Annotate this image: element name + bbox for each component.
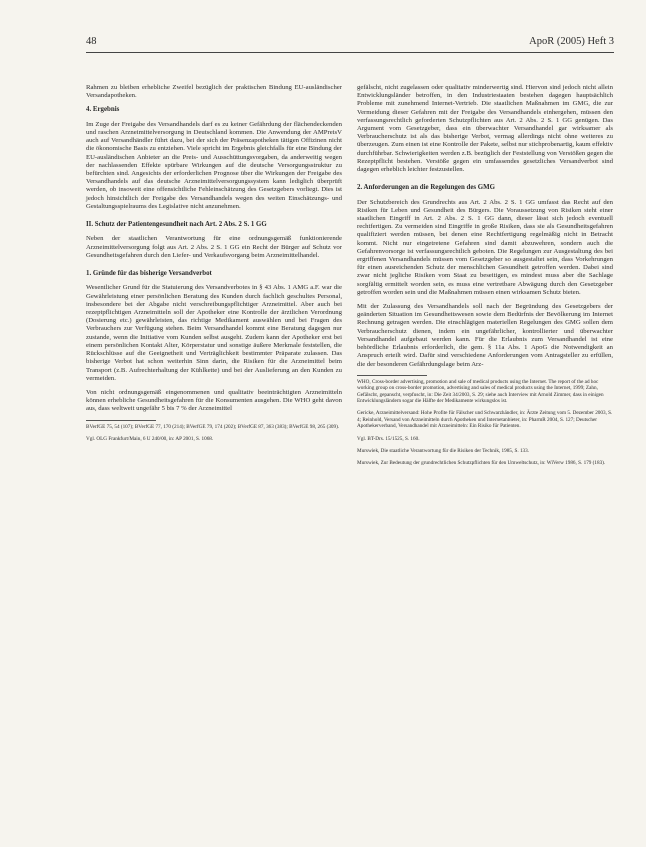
page-number: 48: [86, 36, 97, 47]
footnote: BVerfGE 75, 54 (107); BVerfGE 77, 170 (214); BVerfGE 79, 174 (202); BVerfGE 87, 363 (383); BVerfGE 98, 265 (309).: [86, 423, 340, 430]
footnote: Murswiek, Zur Bedeutung der grundrechtlichen Schutzpflichten für den Umweltschutz, in: WiVerw 1986, S. 179 (183).: [357, 460, 606, 467]
footnote-rule: [357, 375, 427, 376]
paragraph-schutz: Neben der staatlichen Verantwortung für eine ordnungsgemäß funktionierende Arzneimittelversorgung folgt aus Art. 2 Abs. 2 S. 1 GG ein Recht der Bürger auf Schutz vor Gesundheitsgefahren durch den Liefer- und Verkaufsvorgang beim Arzneimittelhandel.: [86, 235, 342, 259]
journal-title: ApoR (2005) Heft 3: [529, 36, 614, 47]
paragraph-last: Von nicht ordnungsgemäß eingenommenen und qualitativ beeinträchtigten Arzneimitteln können erhebliche Gesundheitsgefahren für die Konsumenten ausgehen. Die WHO geht davon aus, dass weltweit ungefähr 5 bis 7 % der Arzneimittel: [86, 388, 342, 413]
footnote: Vgl. OLG Frankfurt/Main, 6 U 240/00, in: AP 2001, S. 1068.: [86, 435, 214, 442]
right-column: [357, 84, 613, 473]
paragraph-continued: gefälscht, nicht zugelassen oder qualitativ minderwertig sind. Hiervon sind jedoch nicht allein Entwicklungsländer betroffen, in den Industriestaaten bestehen dagegen hauptsächlich Probleme mit zunehmend Internet-Vertrieb. Die staatlichen Maßnahmen im GMG, die zur Vermeidung dieser Gefahren mit der Freigabe des Versandhandels einhergehen, müssen den verfassungsrechtlich geforderten Schutzpflichten aus Art. 2 Abs. 2 S. 1 GG genügen. Das Argument vom Gesetzgeber, dass ein überwachter Versandhandel gar wirksamer als Verbraucherschutz ist als das bisherige Verbot, vermag allerdings nicht ohne weiteres zu überzeugen. Zum einen ist eine Kontrolle der Pakete, selbst nur stichprobenartig, kaum effektiv durchführbar. Schwierigkeiten werden z.B. bezüglich der Feststellung von Verstößen gegen die Rezeptpflicht bestehen. Verstöße gegen ein umfassendes gesetzliches Versandverbot sind dagegen erheblich leichter festzustellen.: [357, 84, 613, 174]
heading-schutz: II. Schutz der Patientengesundheit nach Art. 2 Abs. 2 S. 1 GG: [86, 221, 267, 229]
paragraph-zulassung: Mit der Zulassung des Versandhandels soll nach der Begründung des Gesetzgebers der geänderten Situation im Gesundheitswesen sowie dem Bedürfnis der Bevölkerung im Internet Rechnung getragen werden. Die einschlägigen materiellen Regelungen des GMG sollen dem Verbraucherschutz dienen, indem ein ungefährlicher, kontrollierter und überwachter Versandhandel aufgebaut werden kann. Für die Erlaubnis zum Versandhandel ist eine behördliche Erlaubnis erforderlich, die gem. § 11a Abs. 1 ApoG die Notwendigkeit an Anspruch erteilt wird. Dafür sind verschiedene Anforderungen vom Antragsteller zu erfüllen, die der besonderen Gefährdungslage beim Arz-: [357, 303, 613, 368]
left-column: [86, 84, 342, 448]
heading-anforderungen: 2. Anforderungen an die Regelungen des GMG: [357, 184, 496, 192]
footnote: Gericke, Arzneimittelversand: Hohe Profite für Fälscher und Schwarzhändler, in: Ärzte Zeitung vom 5. Dezember 2003, S. 4; Reinhold, Versand von Arzneimitteln durch Apotheken und Internetanbieter, in: PharmR 2004, S. 127; Deutscher Apothekerverband, Versandhandel mit Arzneimitteln: Ein Risiko für Patienten.: [357, 410, 613, 430]
paragraph-schutzbereich: Der Schutzbereich des Grundrechts aus Art. 2 Abs. 2 S. 1 GG umfasst das Recht auf den Risiken für Leben und Gesundheit des Bürgers. Die Voraussetzung von Risiken steht einer staatlichen Eingriff in Art. 2 Abs. 2 S. 1 GG dann, dieser lässt sich jedoch eventuell rechtfertigen. Zu vermeiden sind Eingriffe in große Risiken, dass sie als Gesundheitsgefahren qualifiziert werden müssen, bei denen eine Rechtfertigung regelmäßig nicht in Betracht kommt. Nicht nur eingetretene Gefahren sind damit abzuwehren, sondern auch die Gefahrenvorsorge ist verfassungsrechtlich geboten. Die Regelungen zur Ausgestaltung des bei ergriffenen Versandhandels müssen vom Gesetzgeber so ausgestaltet sein, dass Vorkehrungen für einen ausreichenden Schutz der menschlichen Gesundheit getroffen werden. Dabei sind zwar nicht jegliche Risiken vom Staat zu beseitigen, es mindest muss aber die Sachlage sorgfältig ermittelt worden sein, es muss eine vertretbare Abwägung durch den Gesetzgeber getroffen worden sein und die Maßnahmen müssen einen wirksamen Schutz bieten.: [357, 198, 613, 296]
header-rule: [86, 52, 614, 53]
heading-gruende: 1. Gründe für das bisherige Versandverbot: [86, 270, 212, 278]
paragraph-ergebnis: Im Zuge der Freigabe des Versandhandels darf es zu keiner Gefährdung der flächendeckenden und raschen Arzneimittelversorgung in Deutschland kommen. Die Anwendung der AMPreisV auch auf Versandhändler führt dazu, bei der sich der Präsenzapotheken tätigen Offizinen nicht die ökonomische Basis zu entziehen. Viele spricht im Ergebnis gleichfalls für eine Bindung der EU-ausländischen Anbieter an die Preis- und Ausschüttungsvorgaben, da anderweitig wegen der nachlassenden Effekte spürbare Wirkungen auf die deutsche Versorgungsstruktur zu befürchten sind. Angesichts der erforderlichen Prognose über die Wirkungen der Freigabe des Versandhandels auf das deutsche Arzneimittelversorgungssystem kann lediglich überprüft werden, ob insoweit eine offensichtliche Fehleinschätzung des Gesetzgebers vorliegt. Dies ist jedoch hinsichtlich der Freigabe des Versandhandels wegen des weiten Einschätzungs- und Gestaltungsspielraums des Legislative nicht anzunehmen.: [86, 120, 342, 210]
footnote: Murswiek, Die staatliche Verantwortung für die Risiken der Technik, 1985, S. 133.: [357, 447, 530, 454]
paragraph-gruende: Wesentlicher Grund für die Statuierung des Versandverbotes in § 43 Abs. 1 AMG a.F. war die Gewährleistung einer persönlichen Beratung des Kunden durch fachlich geschultes Personal, insbesondere bei der Abgabe nicht verschreibungspflichtiger Arzneimittel. Aber auch bei rezeptpflichtigen Arzneimitteln soll der Apotheker eine Kontrolle der ärztlichen Verordnung (Dosierung etc.) gewährleisten, das richtige Medikament auswählen und bei Fragen des Verbrauchers zur Verfügung stehen. Beim Versandhandel kommt eine Beratung dagegen nur zustande, wenn die Initiative vom Kunden selbst ausgeht. Zudem kann der Apotheker erst bei einem persönlichen Kontakt Alter, Körperstatur und sonstige äußere Merkmale feststellen, die Rückschlüsse auf die Geeignetheit und Verträglichkeit bestimmter Präparate zulassen. Das bisherige Verbot hat schon weiterhin Sinn darin, die Risiken für die Arzneimittel beim Transport (z.B. Aufrechterhaltung der Kühlkette) und bei der Auslieferung an den Kunden zu vermeiden.: [86, 284, 342, 382]
footnote-rule: [86, 420, 156, 421]
intro-paragraph: Rahmen zu bleiben erhebliche Zweifel bezüglich der praktischen Bindung EU-ausländischer Versandapotheken.: [86, 84, 342, 100]
footnote: WHO, Cross-border advertising, promotion and sale of medical products using the Internet. The report of the ad hoc working group on cross-border promotion, advertising and sales of medical products using the Internet, 1999; Zahn, Gefälscht, gepanscht, verpfuscht, in: Die Zeit 34/2003, S. 29; siehe auch Interview mit Arnold Zimmer, dass in einigen Entwicklungsländern sogar die Hälfte der Medikamente wirkungslos ist.: [357, 378, 604, 404]
running-header: [86, 36, 614, 50]
heading-ergebnis: 4. Ergebnis: [86, 106, 120, 114]
footnote: Vgl. BT-Drs. 15/1525, S. 160.: [357, 435, 420, 442]
